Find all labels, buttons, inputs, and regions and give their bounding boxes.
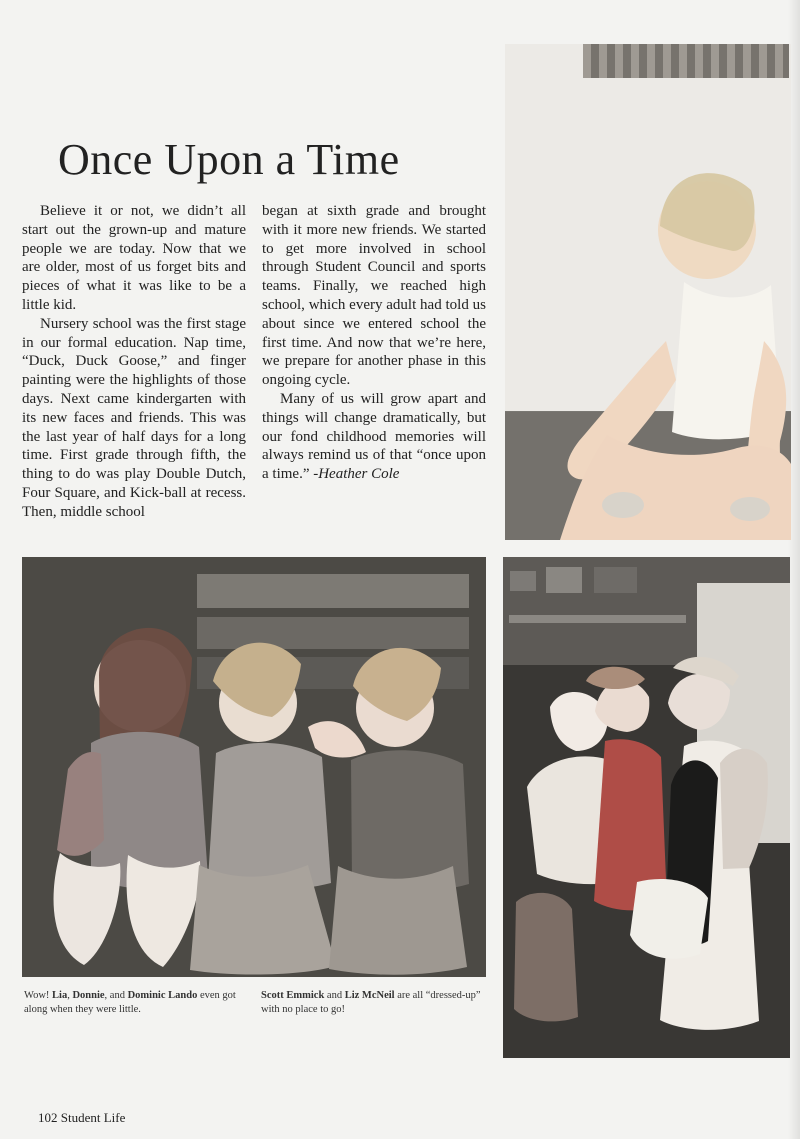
caption-left-prefix: Wow! <box>24 990 53 1001</box>
article-paragraph-2: Nursery school was the first stage in our formal education. Nap time, “Duck, Duck Goose,” and finger painting were the highlights of those days. Next came kindergarten with its new faces and friends. This was the last year of half days for a long time. First grade through fifth, the thing to do was play Double Dutch, Four Square, and Kick-ball at recess. Then, middle school <box>22 315 246 520</box>
caption-left-sep-2: , and <box>104 990 128 1001</box>
page-title: Once Upon a Time <box>58 135 400 184</box>
caption-left-name-2: Donnie <box>72 990 105 1001</box>
article-paragraph-3: began at sixth grade and brought with it more new friends. We started to get more involved in school through Student Council and sports teams. Finally, we reached high school, which every adult had told us about since we entered school the first time. And now that we’re here, we prepare for another phase in this ongoing cycle. <box>262 203 486 389</box>
caption-left <box>24 989 248 1017</box>
article-paragraph-1: Believe it or not, we didn’t all start out the grown-up and mature people we are today. Now that we are older, most of us forget bits and pieces of what it was like to be a little kid. <box>22 203 246 313</box>
article-paragraph-4-text: Many of us will grow apart and things will change dramatically, but our fond childhood memories will always remind us of that “once upon a time.” <box>262 390 486 483</box>
author-byline: -Heather Cole <box>313 466 400 483</box>
caption-left-sep-1: , <box>67 990 73 1001</box>
dressed-up-children-illustration <box>503 557 790 1058</box>
caption-left-suffix: even got along when they were little. <box>24 990 236 1015</box>
page-footer <box>38 1110 125 1126</box>
article-paragraph-4 <box>262 390 486 484</box>
caption-left-name-3: Dominic Lando <box>127 990 198 1001</box>
caption-right <box>261 989 485 1017</box>
caption-left-name-1: Lia <box>52 990 68 1001</box>
article-column-left <box>22 202 246 522</box>
caption-right-sep-1: and <box>324 990 345 1001</box>
article-column-right <box>262 202 486 484</box>
caption-right-name-2: Liz McNeil <box>344 990 395 1001</box>
caption-right-name-1: Scott Emmick <box>261 990 325 1001</box>
photo-dressed-up-children <box>503 557 790 1058</box>
sitting-child-illustration <box>505 44 791 540</box>
photo-three-children <box>22 557 486 977</box>
page-number: 102 <box>38 1110 58 1125</box>
caption-right-suffix: are all “dressed-up” with no place to go! <box>261 990 481 1015</box>
three-children-illustration <box>22 557 486 977</box>
section-name: Student Life <box>60 1110 126 1125</box>
photo-sitting-child <box>505 44 791 540</box>
